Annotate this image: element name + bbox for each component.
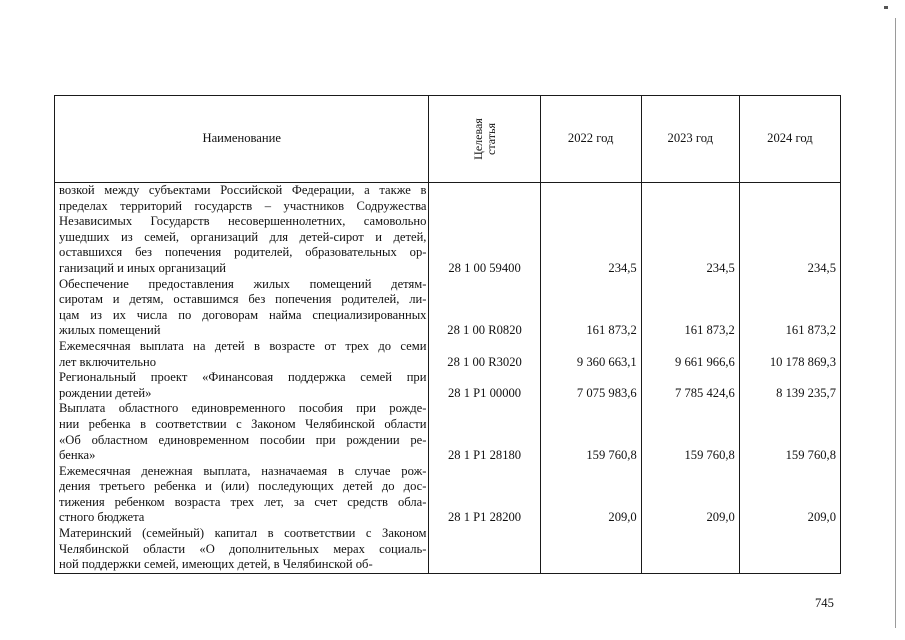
row-name [55,339,429,370]
table-row [55,183,841,277]
row-name-line: Ежемесячная денежная выплата, назначаемая в случае рож- [59,463,427,478]
table-row [55,277,841,339]
row-name [55,277,429,339]
value-2024 [739,526,840,573]
value-2022: 7 075 983,6 [540,370,641,401]
table-row [55,401,841,463]
value-2023 [641,526,739,573]
row-name-line: Региональный проект «Финансовая поддержка семей при [59,370,427,385]
header-code [429,96,540,183]
row-name-line: Материнский (семейный) капитал в соответствии с Законом [59,526,427,541]
row-name-line: цам из их числа по договорам найма специализированных [59,307,427,322]
row-code: 28 1 P1 28200 [429,464,540,526]
row-name-line: дения третьего ребенка и (или) последующих детей до дос- [59,479,427,494]
table-row [55,370,841,401]
header-name: Наименование [55,96,429,183]
row-name-line: ганизаций и иных организаций [59,260,227,275]
page-number: 745 [815,596,834,610]
value-2024: 234,5 [739,183,840,277]
row-name [55,183,429,277]
row-code: 28 1 00 R0820 [429,277,540,339]
value-2024: 161 873,2 [739,277,840,339]
header-year-2023: 2023 год [641,96,739,183]
row-name-line: бенка» [59,448,96,463]
value-2023: 234,5 [641,183,739,277]
value-2022: 209,0 [540,464,641,526]
header-code-line1: Целевая [470,118,485,160]
value-2022: 161 873,2 [540,277,641,339]
value-2024: 8 139 235,7 [739,370,840,401]
table-body [55,183,841,574]
row-name-line: Обеспечение предоставления жилых помещений детям- [59,276,427,291]
table-header [55,96,841,183]
value-2023: 9 661 966,6 [641,339,739,370]
row-name-line: сиротам и детям, оставшимся без попечения родителей, ли- [59,292,427,307]
row-name-line: возкой между субъектами Российской Федерации, а также в [59,183,427,197]
row-code: 28 1 P1 00000 [429,370,540,401]
row-name-line: тижения ребенком возраста трех лет, за счет средств обла- [59,494,427,509]
row-name-line: лет включительно [59,354,157,369]
row-name-line: рождении детей» [59,385,152,400]
scan-mark [884,6,888,9]
table-row [55,339,841,370]
row-name [55,526,429,573]
row-name-line: ушедших из семей, организаций для детей-сирот и детей, [59,229,427,244]
row-name [55,464,429,526]
row-name-line: Выплата областного единовременного пособия при рожде- [59,401,427,416]
row-code: 28 1 P1 28180 [429,401,540,463]
value-2023: 209,0 [641,464,739,526]
value-2022 [540,526,641,573]
budget-table [54,95,841,574]
row-name-line: жилых помещений [59,323,161,338]
row-name-line: пределах территорий государств – участников Содружества [59,198,427,213]
row-name-line: «Об областном единовременном пособии при рождении ре- [59,432,427,447]
row-name [55,401,429,463]
scan-edge-line [895,18,896,628]
header-code-line2: статья [483,123,498,155]
row-code [429,526,540,573]
row-name-line: стного бюджета [59,510,145,525]
table-row [55,464,841,526]
table-row [55,526,841,573]
row-name [55,370,429,401]
row-name-line: нии ребенка в соответствии с Законом Челябинской области [59,416,427,431]
row-name-line: Ежемесячная выплата на детей в возрасте от трех до семи [59,338,427,353]
row-code: 28 1 00 R3020 [429,339,540,370]
value-2024: 209,0 [739,464,840,526]
value-2024: 10 178 869,3 [739,339,840,370]
row-name-line: Независимых Государств несовершеннолетних, самовольно [59,214,427,229]
value-2023: 159 760,8 [641,401,739,463]
row-name-line: ной поддержки семей, имеющих детей, в Челябинской об- [59,557,373,572]
header-year-2024: 2024 год [739,96,840,183]
value-2022: 234,5 [540,183,641,277]
value-2022: 9 360 663,1 [540,339,641,370]
row-code: 28 1 00 59400 [429,183,540,277]
row-name-line: оставшихся без попечения родителей, образовательных ор- [59,245,427,260]
value-2023: 7 785 424,6 [641,370,739,401]
value-2024: 159 760,8 [739,401,840,463]
value-2023: 161 873,2 [641,277,739,339]
header-year-2022: 2022 год [540,96,641,183]
row-name-line: Челябинской области «О дополнительных мерах социаль- [59,541,427,556]
value-2022: 159 760,8 [540,401,641,463]
